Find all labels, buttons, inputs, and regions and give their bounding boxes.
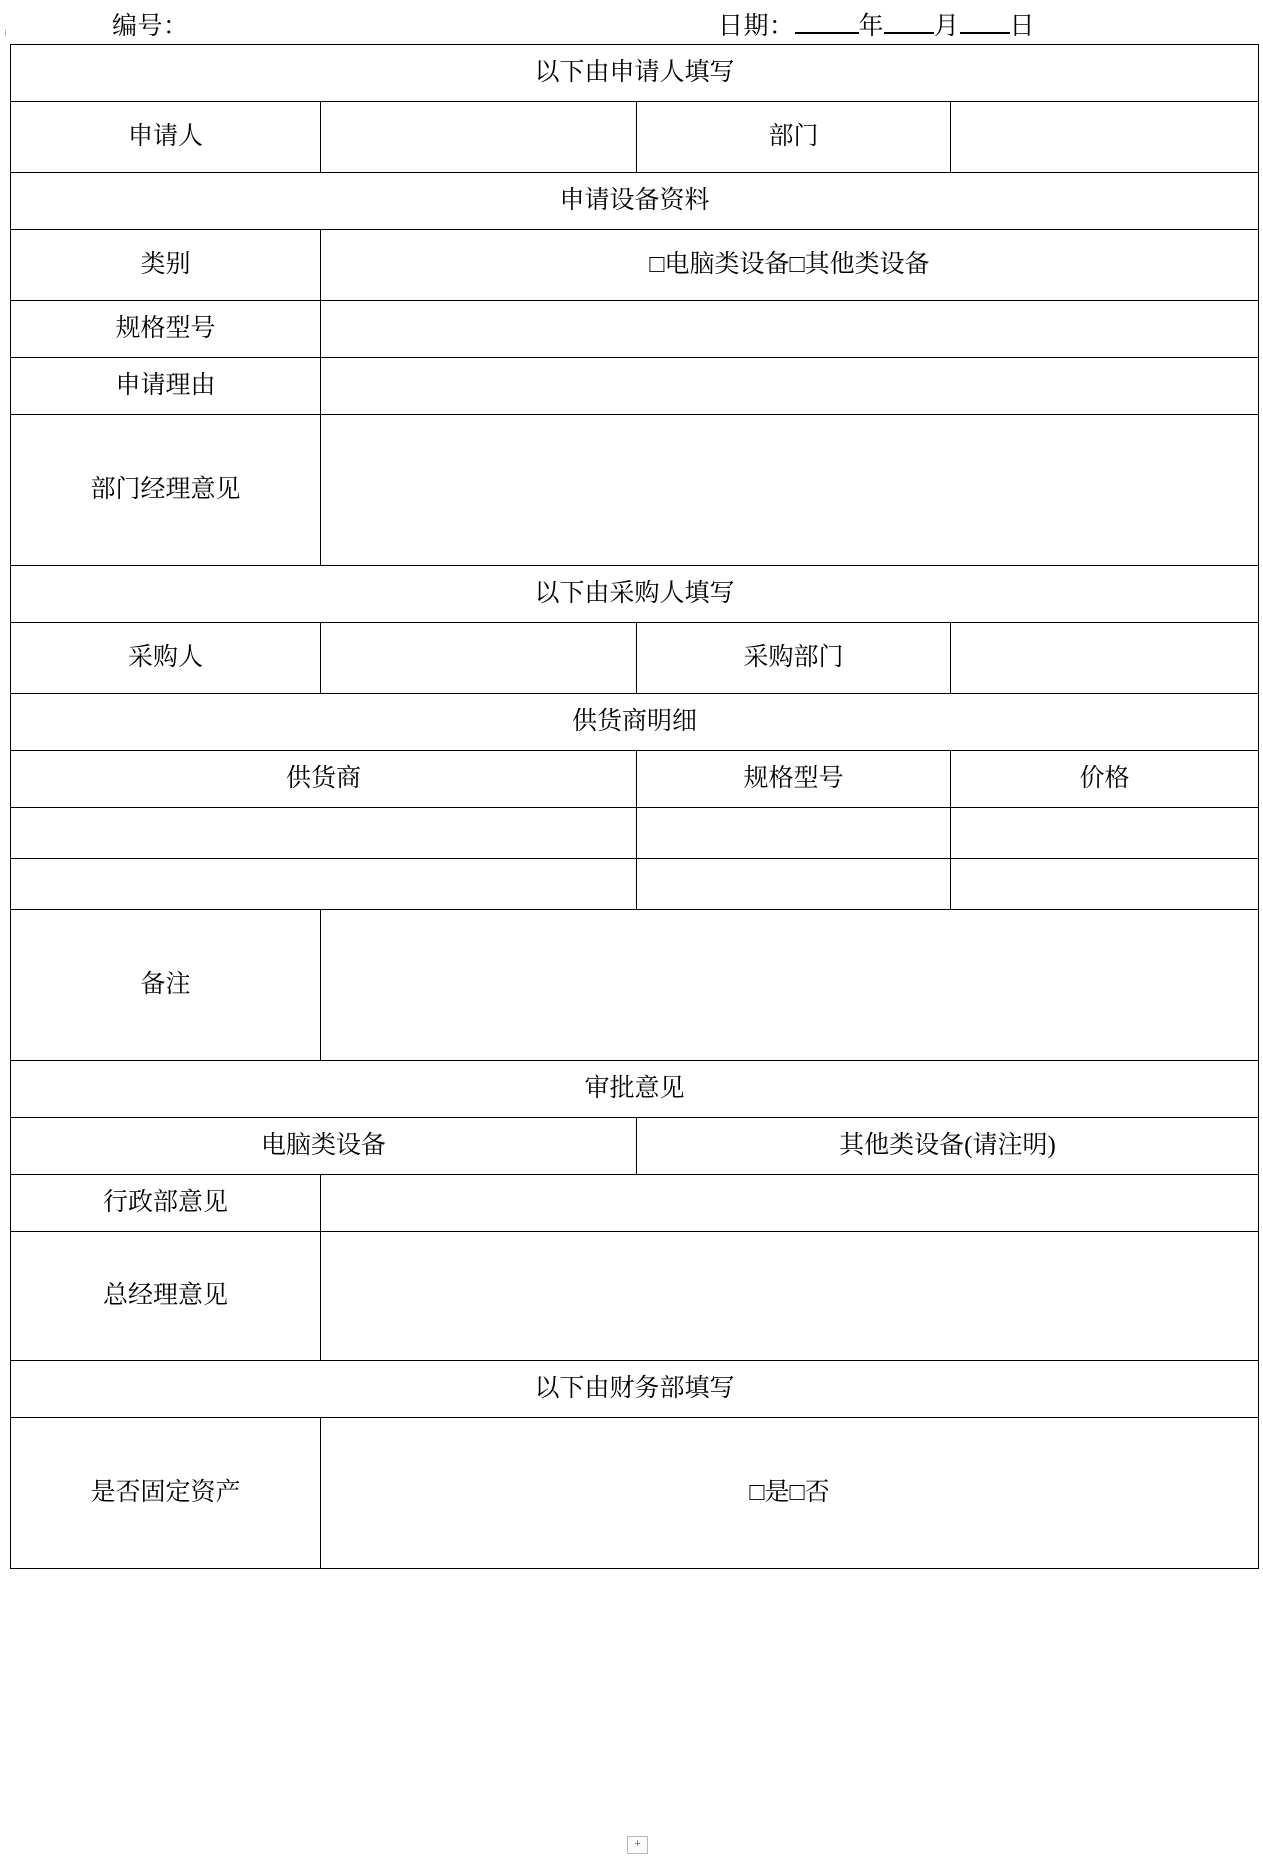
section-header-finance: 以下由财务部填写 (11, 1361, 1259, 1418)
column-header-supplier: 供货商 (11, 751, 637, 808)
column-header-price: 价格 (951, 751, 1259, 808)
label-spec-model: 规格型号 (11, 301, 321, 358)
table-row (11, 358, 1259, 415)
input-spec-model[interactable] (321, 301, 1259, 358)
form-header (0, 0, 1263, 44)
column-header-other-equipment: 其他类设备(请注明) (637, 1118, 1259, 1175)
document-edit-marker-icon: ⁞ (4, 28, 7, 38)
date-year-blank[interactable] (795, 32, 859, 34)
date-year-unit: 年 (858, 13, 885, 40)
table-row (11, 45, 1259, 102)
date-month-blank[interactable] (884, 32, 934, 34)
checkbox-fixed-asset-yes[interactable]: □是 (749, 1479, 790, 1507)
column-header-spec-model: 规格型号 (637, 751, 951, 808)
label-purchase-department: 采购部门 (637, 623, 951, 694)
input-supplier-row2-price[interactable] (951, 859, 1259, 910)
table-row (11, 1061, 1259, 1118)
section-header-equipment-info: 申请设备资料 (11, 173, 1259, 230)
checkbox-category-other[interactable]: □其他类设备 (789, 251, 930, 279)
label-category: 类别 (11, 230, 321, 301)
table-row (11, 859, 1259, 910)
label-department: 部门 (637, 102, 951, 173)
table-row (11, 808, 1259, 859)
input-remark[interactable] (321, 910, 1259, 1061)
label-purchaser: 采购人 (11, 623, 321, 694)
date-day-blank[interactable] (960, 32, 1010, 34)
input-apply-reason[interactable] (321, 358, 1259, 415)
table-row (11, 910, 1259, 1061)
section-header-applicant: 以下由申请人填写 (11, 45, 1259, 102)
table-row (11, 173, 1259, 230)
table-row (11, 694, 1259, 751)
checkbox-fixed-asset-no[interactable]: □否 (789, 1479, 830, 1507)
input-supplier-row1-supplier[interactable] (11, 808, 637, 859)
label-gm-opinion: 总经理意见 (11, 1232, 321, 1361)
date-day-unit: 日 (1009, 13, 1036, 40)
input-purchase-department[interactable] (951, 623, 1259, 694)
label-apply-reason: 申请理由 (11, 358, 321, 415)
input-applicant[interactable] (321, 102, 637, 173)
input-gm-opinion[interactable] (321, 1232, 1259, 1361)
label-remark: 备注 (11, 910, 321, 1061)
table-row (11, 1361, 1259, 1418)
label-is-fixed-asset: 是否固定资产 (11, 1418, 321, 1569)
input-supplier-row2-spec[interactable] (637, 859, 951, 910)
table-row (11, 301, 1259, 358)
label-dept-manager-opinion: 部门经理意见 (11, 415, 321, 566)
table-row (11, 102, 1259, 173)
form-date-field[interactable] (718, 6, 1035, 42)
input-department[interactable] (951, 102, 1259, 173)
form-date-label: 日期： (718, 13, 795, 40)
label-applicant: 申请人 (11, 102, 321, 173)
table-row (11, 230, 1259, 301)
table-row (11, 415, 1259, 566)
input-dept-manager-opinion[interactable] (321, 415, 1259, 566)
table-row (11, 1175, 1259, 1232)
input-supplier-row1-spec[interactable] (637, 808, 951, 859)
equipment-application-table (10, 44, 1259, 1569)
form-number-label: 编号： (112, 13, 189, 40)
table-row (11, 623, 1259, 694)
table-row (11, 1118, 1259, 1175)
table-row (11, 751, 1259, 808)
date-month-unit: 月 (934, 13, 960, 40)
input-admin-dept-opinion[interactable] (321, 1175, 1259, 1232)
table-row (11, 566, 1259, 623)
add-page-button[interactable]: + (627, 1836, 648, 1854)
document-left-edge (0, 0, 10, 1865)
input-supplier-row2-supplier[interactable] (11, 859, 637, 910)
section-header-approval: 审批意见 (11, 1061, 1259, 1118)
section-header-purchaser: 以下由采购人填写 (11, 566, 1259, 623)
column-header-computer-equipment: 电脑类设备 (11, 1118, 637, 1175)
input-category[interactable] (321, 230, 1259, 301)
label-admin-dept-opinion: 行政部意见 (11, 1175, 321, 1232)
checkbox-category-computer[interactable]: □电脑类设备 (649, 251, 790, 279)
form-number-field[interactable] (112, 6, 189, 42)
input-is-fixed-asset[interactable] (321, 1418, 1259, 1569)
table-row (11, 1418, 1259, 1569)
section-header-supplier-detail: 供货商明细 (11, 694, 1259, 751)
input-purchaser[interactable] (321, 623, 637, 694)
input-supplier-row1-price[interactable] (951, 808, 1259, 859)
table-row (11, 1232, 1259, 1361)
